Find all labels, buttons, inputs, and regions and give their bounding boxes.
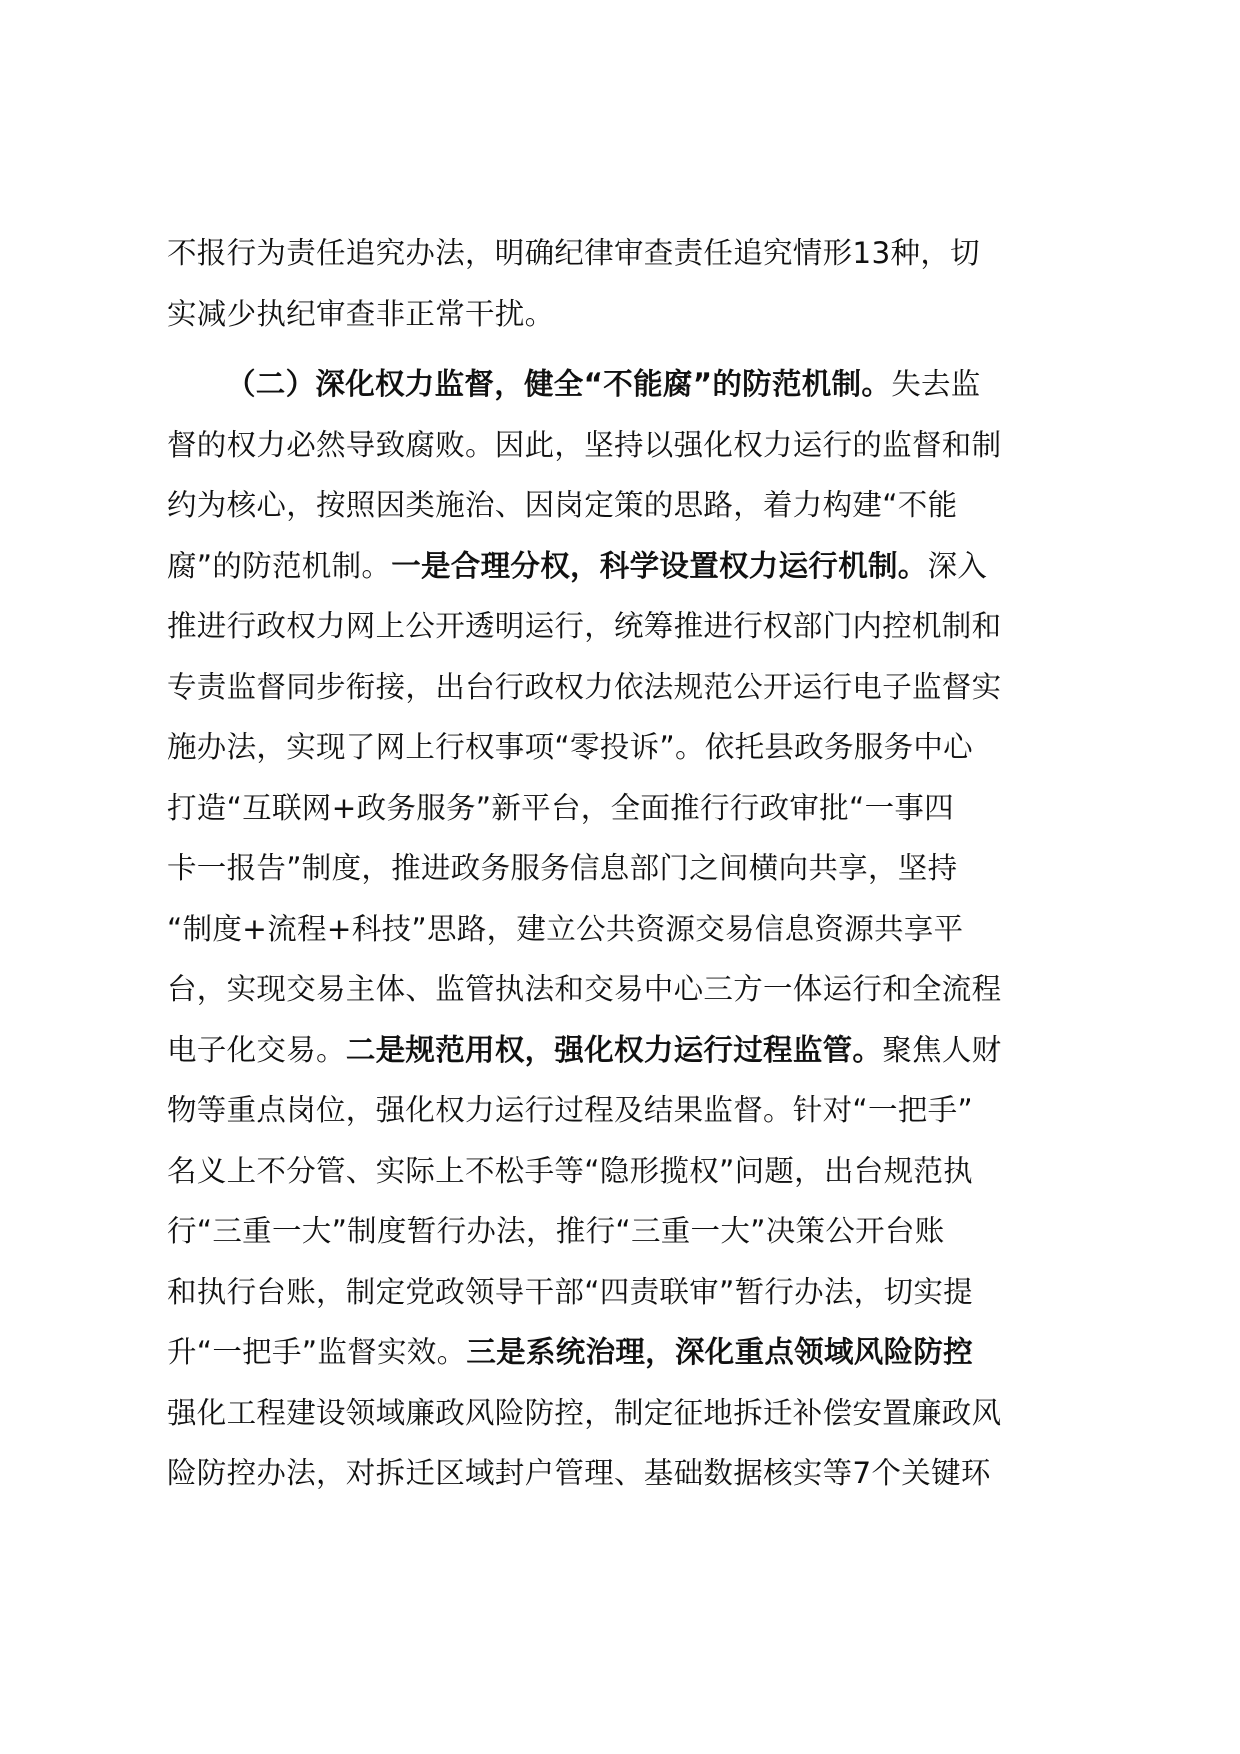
paragraph-2-line-19: 险防控办法，对拆迁区域封户管理、基础数据核实等7个关键环 (167, 1456, 991, 1490)
document-body (167, 223, 1117, 1504)
point-three-heading: 三是系统治理，深化重点领域风险防控 (466, 1335, 973, 1369)
paragraph-2-line-1-rest: 失去监 (891, 367, 981, 401)
paragraph-2-line-10: “制度+流程+科技”思路，建立公共资源交易信息资源共享平 (167, 911, 964, 946)
paragraph-2-line-9: 卡一报告”制度，推进政务服务信息部门之间横向共享，坚持 (167, 851, 958, 885)
paragraph-2-line-8: 打造“互联网+政务服务”新平台，全面推行行政审批“一事四 (167, 790, 954, 825)
paragraph-2-line-4-start: 腐”的防范机制。 (167, 548, 392, 583)
paragraph-2-line-7: 施办法，实现了网上行权事项“零投诉”。依托县政务服务中心 (167, 730, 973, 764)
paragraph-1-line-2: 实减少执纪审查非正常干扰。 (167, 296, 555, 331)
paragraph-2-line-3: 约为核心，按照因类施治、因岗定策的思路，着力构建“不能 (167, 488, 958, 522)
paragraph-2-line-4-rest: 深入 (927, 548, 988, 583)
section-heading: （二）深化权力监督，健全“不能腐”的防范机制。 (226, 367, 892, 401)
paragraph-2-line-4 (167, 536, 1117, 597)
paragraph-2-line-17 (167, 1322, 1117, 1383)
paragraph-2-line-1 (167, 354, 1117, 415)
paragraph-2-line-18: 强化工程建设领域廉政风险防控，制定征地拆迁补偿安置廉政风 (167, 1395, 1002, 1430)
paragraph-2-line-17-start: 升“一把手”监督实效。 (167, 1335, 467, 1369)
paragraph-2-line-14: 名义上不分管、实际上不松手等“隐形揽权”问题，出台规范执 (167, 1153, 973, 1188)
point-two-heading: 二是规范用权，强化权力运行过程监管。 (345, 1032, 883, 1067)
paragraph-2-line-12-rest: 聚焦人财 (882, 1032, 1002, 1067)
paragraph-2-line-5: 推进行政权力网上公开透明运行，统筹推进行权部门内控机制和 (167, 609, 1002, 643)
paragraph-2-line-12-start: 电子化交易。 (167, 1032, 346, 1067)
paragraph-2-line-15: 行“三重一大”制度暂行办法，推行“三重一大”决策公开台账 (167, 1214, 945, 1248)
paragraph-2-line-12 (167, 1020, 1117, 1081)
paragraph-2-line-11: 台，实现交易主体、监管执法和交易中心三方一体运行和全流程 (167, 972, 1002, 1006)
point-one-heading: 一是合理分权，科学设置权力运行机制。 (391, 548, 928, 583)
paragraph-2-line-13: 物等重点岗位，强化权力运行过程及结果监督。针对“一把手” (167, 1093, 973, 1127)
paragraph-1-line-1: 不报行为责任追究办法，明确纪律审查责任追究情形13种，切 (167, 236, 980, 270)
paragraph-2-line-6: 专责监督同步衔接，出台行政权力依法规范公开运行电子监督实 (167, 669, 1002, 704)
paragraph-2-line-2: 督的权力必然导致腐败。因此，坚持以强化权力运行的监督和制 (167, 427, 1002, 462)
paragraph-2-line-16: 和执行台账，制定党政领导干部“四责联审”暂行办法，切实提 (167, 1274, 973, 1309)
